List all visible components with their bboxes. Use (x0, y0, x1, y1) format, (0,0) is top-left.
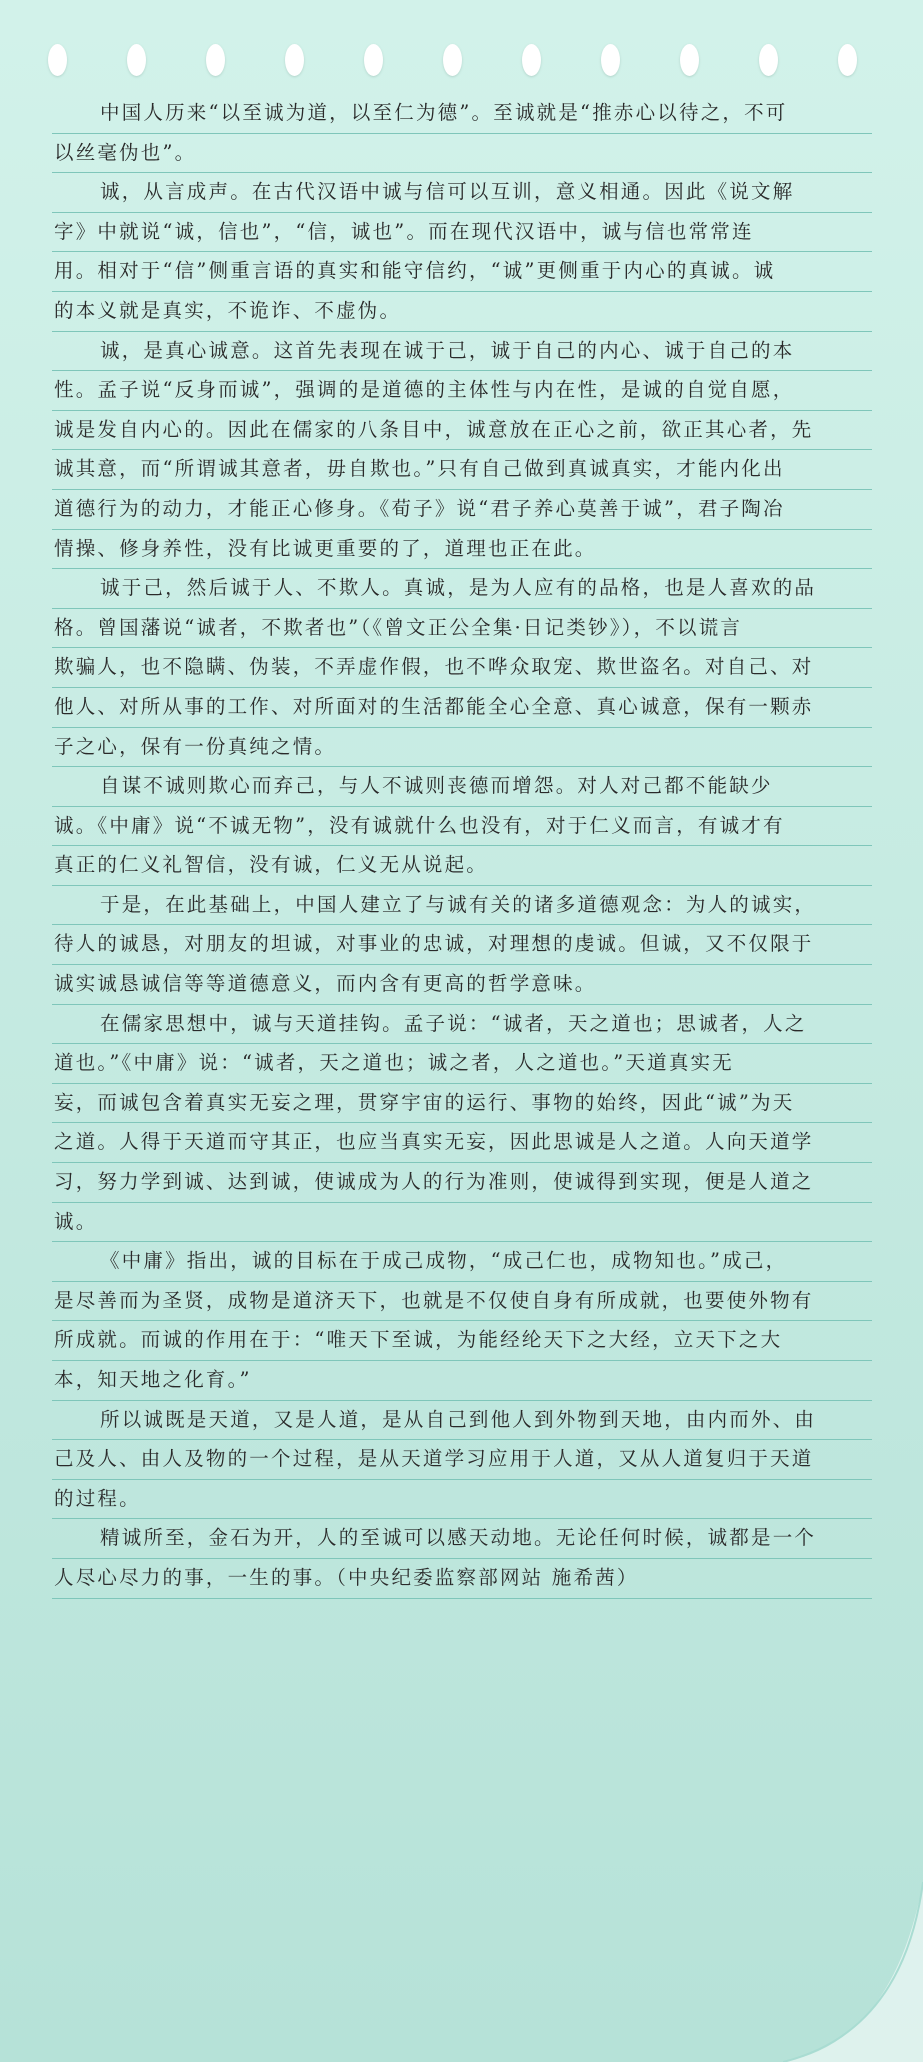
binding-holes (48, 44, 878, 80)
text-line: 自谋不诚则欺心而弃己，与人不诚则丧德而增怨。对人对己都不能缺少 (52, 767, 872, 807)
page-curl-icon (783, 1882, 923, 2062)
text-line: 诚。 (52, 1203, 872, 1243)
text-line: 精诚所至，金石为开，人的至诚可以感天动地。无论任何时候，诚都是一个 (52, 1519, 872, 1559)
paragraph (52, 173, 872, 331)
paragraph (52, 1242, 872, 1400)
paragraph (52, 332, 872, 570)
binding-hole-icon (48, 44, 67, 76)
text-line: 诚。《中庸》说“不诚无物”，没有诚就什么也没有，对于仁义而言，有诚才有 (52, 807, 872, 847)
text-line: 道也。”《中庸》说：“诚者，天之道也；诚之者，人之道也。”天道真实无 (52, 1044, 872, 1084)
text-line: 子之心，保有一份真纯之情。 (52, 728, 872, 768)
text-line: 是尽善而为圣贤，成物是道济天下，也就是不仅使自身有所成就，也要使外物有 (52, 1282, 872, 1322)
binding-hole-icon (285, 44, 304, 76)
text-line: 欺骗人，也不隐瞒、伪装，不弄虚作假，也不哗众取宠、欺世盗名。对自己、对 (52, 648, 872, 688)
article-body (52, 94, 872, 1599)
text-line: 己及人、由人及物的一个过程，是从天道学习应用于人道，又从人道复归于天道 (52, 1440, 872, 1480)
paragraph (52, 1401, 872, 1520)
text-line: 习，努力学到诚、达到诚，使诚成为人的行为准则，使诚得到实现，便是人道之 (52, 1163, 872, 1203)
text-line: 诚，是真心诚意。这首先表现在诚于己，诚于自己的内心、诚于自己的本 (52, 332, 872, 372)
text-line: 他人、对所从事的工作、对所面对的生活都能全心全意、真心诚意，保有一颗赤 (52, 688, 872, 728)
text-line: 用。相对于“信”侧重言语的真实和能守信约，“诚”更侧重于内心的真诚。诚 (52, 252, 872, 292)
text-line: 待人的诚恳，对朋友的坦诚，对事业的忠诚，对理想的虔诚。但诚，又不仅限于 (52, 925, 872, 965)
text-line: 格。曾国藩说“诚者，不欺者也”（《曾文正公全集·日记类钞》），不以谎言 (52, 609, 872, 649)
paragraph (52, 569, 872, 767)
text-line: 以丝毫伪也”。 (52, 134, 872, 174)
text-line: 于是，在此基础上，中国人建立了与诚有关的诸多道德观念：为人的诚实， (52, 886, 872, 926)
text-line: 在儒家思想中，诚与天道挂钩。孟子说：“诚者，天之道也；思诚者，人之 (52, 1005, 872, 1045)
text-line: 的过程。 (52, 1480, 872, 1520)
text-line: 诚其意，而“所谓诚其意者，毋自欺也。”只有自己做到真诚真实，才能内化出 (52, 450, 872, 490)
text-line: 性。孟子说“反身而诚”，强调的是道德的主体性与内在性，是诚的自觉自愿， (52, 371, 872, 411)
text-line: 真正的仁义礼智信，没有诚，仁义无从说起。 (52, 846, 872, 886)
text-line: 诚是发自内心的。因此在儒家的八条目中，诚意放在正心之前，欲正其心者，先 (52, 411, 872, 451)
paragraph (52, 1005, 872, 1243)
binding-hole-icon (759, 44, 778, 76)
text-line: 诚实诚恳诚信等等道德意义，而内含有更高的哲学意味。 (52, 965, 872, 1005)
text-line: 的本义就是真实，不诡诈、不虚伪。 (52, 292, 872, 332)
binding-hole-icon (601, 44, 620, 76)
text-line: 人尽心尽力的事，一生的事。（中央纪委监察部网站 施希茜） (52, 1559, 872, 1599)
text-line: 之道。人得于天道而守其正，也应当真实无妄，因此思诚是人之道。人向天道学 (52, 1123, 872, 1163)
text-line: 中国人历来“以至诚为道，以至仁为德”。至诚就是“推赤心以待之，不可 (52, 94, 872, 134)
text-line: 情操、修身养性，没有比诚更重要的了，道理也正在此。 (52, 530, 872, 570)
paragraph (52, 1519, 872, 1598)
binding-hole-icon (443, 44, 462, 76)
text-line: 《中庸》指出，诚的目标在于成己成物，“成己仁也，成物知也。”成己， (52, 1242, 872, 1282)
binding-hole-icon (206, 44, 225, 76)
binding-hole-icon (680, 44, 699, 76)
binding-hole-icon (522, 44, 541, 76)
text-line: 所以诚既是天道，又是人道，是从自己到他人到外物到天地，由内而外、由 (52, 1401, 872, 1441)
paragraph (52, 767, 872, 886)
text-line: 诚于己，然后诚于人、不欺人。真诚，是为人应有的品格，也是人喜欢的品 (52, 569, 872, 609)
paragraph (52, 886, 872, 1005)
text-line: 道德行为的动力，才能正心修身。《荀子》说“君子养心莫善于诚”，君子陶冶 (52, 490, 872, 530)
text-line: 诚，从言成声。在古代汉语中诚与信可以互训，意义相通。因此《说文解 (52, 173, 872, 213)
binding-hole-icon (364, 44, 383, 76)
text-line: 所成就。而诚的作用在于：“唯天下至诚，为能经纶天下之大经，立天下之大 (52, 1321, 872, 1361)
text-line: 妄，而诚包含着真实无妄之理，贯穿宇宙的运行、事物的始终，因此“诚”为天 (52, 1084, 872, 1124)
binding-hole-icon (838, 44, 857, 76)
paragraph (52, 94, 872, 173)
binding-hole-icon (127, 44, 146, 76)
text-line: 本，知天地之化育。” (52, 1361, 872, 1401)
text-line: 字》中就说“诚，信也”，“信，诚也”。而在现代汉语中，诚与信也常常连 (52, 213, 872, 253)
